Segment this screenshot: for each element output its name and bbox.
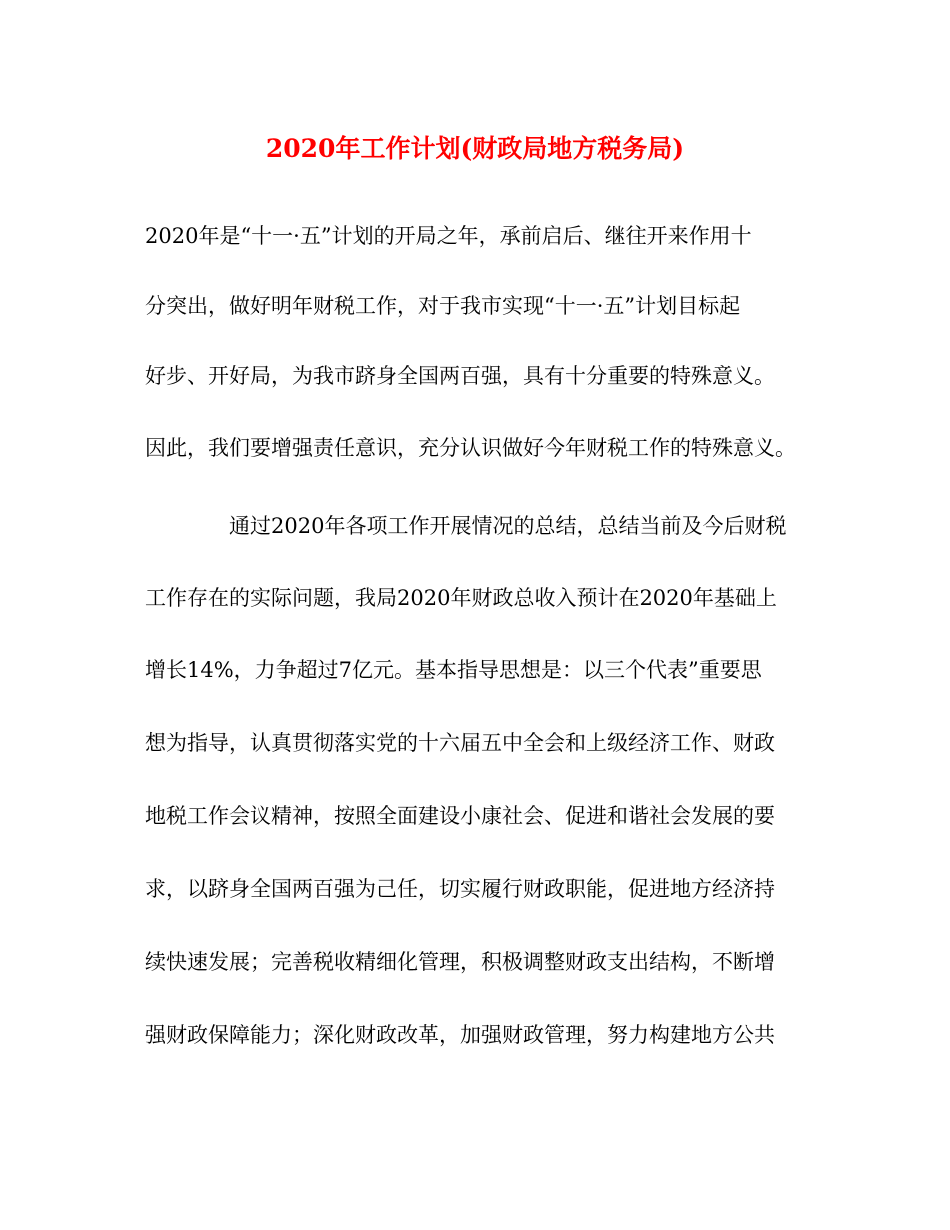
body-line-7: 增长14%，力争超过7亿元。基本指导思想是：以三个代表”重要思 [145,658,762,682]
body-line-12: 强财政保障能力；深化财政改革，加强财政管理，努力构建地方公共 [145,1023,775,1047]
body-line-4: 因此，我们要增强责任意识，充分认识做好今年财税工作的特殊意义。 [145,436,796,460]
body-line-2: 分突出，做好明年财税工作，对于我市实现“十一·五”计划目标起 [145,294,741,318]
body-line-1: 2020年是“十一·五”计划的开局之年，承前启后、继往开来作用十 [145,224,752,248]
body-line-11: 续快速发展；完善税收精细化管理，积极调整财政支出结构，不断增 [145,950,775,974]
document-title: 2020年工作计划(财政局地方税务局) [265,134,685,163]
body-line-3: 好步、开好局，为我市跻身全国两百强，具有十分重要的特殊意义。 [145,364,775,388]
body-line-5: 通过2020年各项工作开展情况的总结，总结当前及今后财税 [229,514,787,538]
body-line-10: 求，以跻身全国两百强为己任，切实履行财政职能，促进地方经济持 [145,877,775,901]
body-line-8: 想为指导，认真贯彻落实党的十六届五中全会和上级经济工作、财政 [145,731,775,755]
body-line-6: 工作存在的实际问题，我局2020年财政总收入预计在2020年基础上 [145,586,777,610]
body-line-9: 地税工作会议精神，按照全面建设小康社会、促进和谐社会发展的要 [145,804,775,828]
